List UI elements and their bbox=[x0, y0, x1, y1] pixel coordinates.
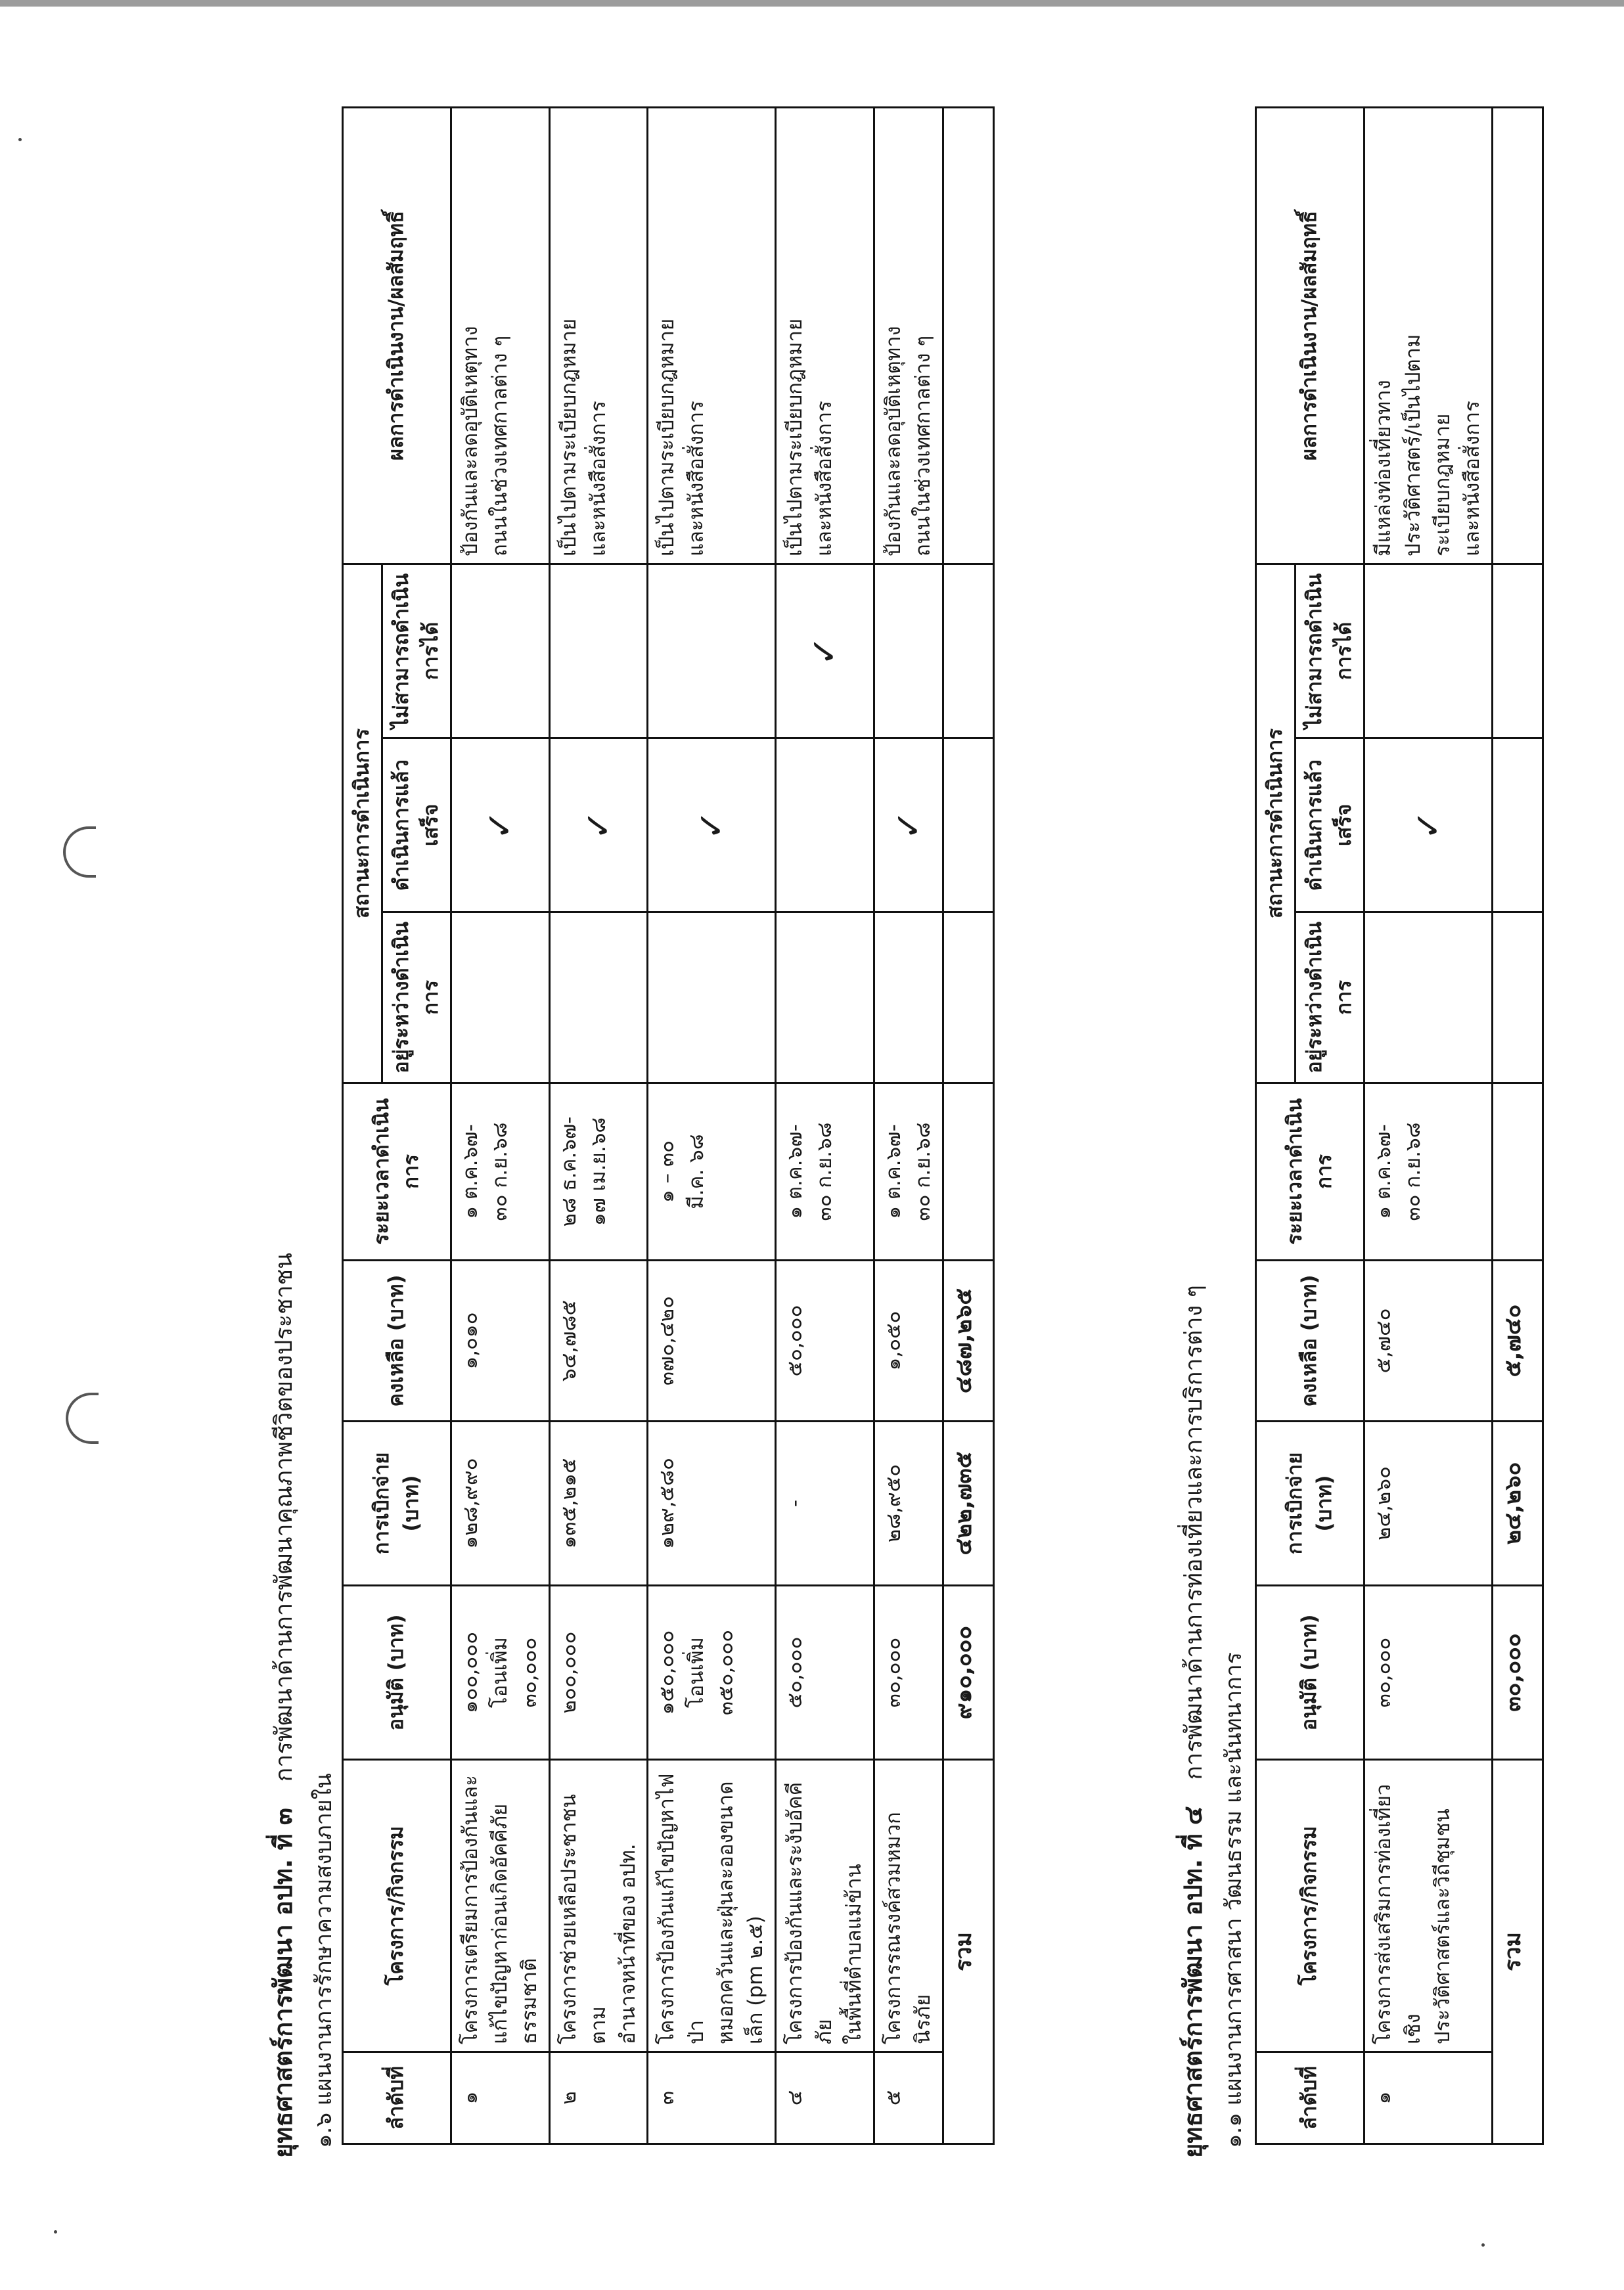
project-name-line: อำนาจหน้าที่ของ อปท. bbox=[616, 1843, 640, 2044]
approved-amount-line: ๒๐๐,๐๐๐ bbox=[556, 1631, 581, 1714]
header-status: สถานะการดำเนินการ bbox=[343, 564, 382, 1083]
project-name-line: เล็ก (pm ๒.๕) bbox=[744, 1916, 768, 2044]
header-approved: อนุมัติ (บาท) bbox=[343, 1586, 451, 1760]
status-in-progress bbox=[451, 912, 549, 1083]
period-line: ๓๐ ก.ย.๖๘ bbox=[911, 1122, 935, 1221]
result-text-line: มีแหล่งท่องเที่ยวทาง bbox=[1371, 380, 1395, 556]
scan-speck bbox=[18, 138, 22, 141]
project-name bbox=[549, 1760, 648, 2052]
result-text bbox=[549, 107, 648, 564]
result-text-line: เป็นไปตามระเบียบกฎหมาย bbox=[655, 318, 679, 556]
result-text bbox=[776, 107, 874, 564]
status-completed: ✓ bbox=[874, 738, 943, 912]
approved-amount-line: ๑๐๐,๐๐๐ bbox=[458, 1631, 482, 1714]
strategy4-heading bbox=[1173, 1285, 1213, 2158]
result-text-line: ถนนในช่วงเทศกาลต่าง ๆ bbox=[487, 335, 512, 556]
strategy3-heading bbox=[263, 1253, 303, 2158]
period bbox=[549, 1083, 648, 1261]
status-not-done bbox=[549, 564, 648, 738]
approved-amount bbox=[451, 1586, 549, 1760]
period-line: ๑ – ๓๐ bbox=[655, 1140, 679, 1203]
period-line: ๑ ต.ค.๖๗- bbox=[783, 1124, 807, 1219]
scan-speck bbox=[54, 2230, 57, 2234]
approved-amount-line: ๑๕๐,๐๐๐ bbox=[655, 1630, 679, 1715]
status-in-progress bbox=[874, 912, 943, 1083]
strategy4-total-row bbox=[1492, 107, 1543, 2144]
project-name-line: ในพื้นที่ตำบลแม่ข้าน bbox=[842, 1864, 867, 2044]
approved-amount bbox=[648, 1586, 776, 1760]
rotated-page bbox=[125, 20, 1603, 2188]
project-name bbox=[451, 1760, 549, 2052]
project-name-line: โครงการเตรียมการป้องกันและ bbox=[458, 1775, 482, 2044]
project-name-line: โครงการรณรงค์สวมหมวกนิรภัย bbox=[882, 1812, 935, 2044]
period-line: ๓๐ ก.ย.๖๘ bbox=[487, 1122, 512, 1221]
scan-speck bbox=[1481, 2243, 1485, 2247]
remaining-amount: ๑,๐๕๐ bbox=[874, 1261, 943, 1422]
approved-amount-line: ๕๐,๐๐๐ bbox=[783, 1636, 807, 1709]
period bbox=[874, 1083, 943, 1261]
result-text-line: และหนังสือสั่งการ bbox=[1460, 401, 1484, 556]
header-completed: ดำเนินการแล้วเสร็จ bbox=[1295, 738, 1364, 912]
approved-amount-line: ๓๐,๐๐๐ bbox=[1371, 1637, 1395, 1708]
status-completed: ✓ bbox=[648, 738, 776, 912]
result-text-line: ป้องกันและลดอุบัติเหตุทาง bbox=[882, 326, 905, 556]
project-name bbox=[776, 1760, 874, 2052]
status-in-progress bbox=[549, 912, 648, 1083]
header-no: ลำดับที่ bbox=[343, 2052, 451, 2144]
result-text-line: และหนังสือสั่งการ bbox=[586, 401, 610, 556]
total-approved: ๙๑๐,๐๐๐ bbox=[943, 1586, 993, 1760]
project-name-line: แก้ไขปัญหาก่อนเกิดอัคคีภัยธรรมชาติ bbox=[487, 1803, 541, 2044]
remaining-amount: ๖๔,๗๘๕ bbox=[549, 1261, 648, 1422]
strategy3-title: ยุทธศาสตร์การพัฒนา อปท. ที่ ๓ bbox=[269, 1808, 298, 2158]
strategy4-subtitle: การพัฒนาด้านการท่องเที่ยวและการบริการต่าง ๆ bbox=[1181, 1284, 1207, 1780]
approved-amount bbox=[549, 1586, 648, 1760]
period bbox=[776, 1083, 874, 1261]
table-row bbox=[549, 107, 648, 2144]
status-not-done bbox=[1364, 564, 1492, 738]
total-remaining: ๕,๗๔๐ bbox=[1492, 1261, 1543, 1422]
total-label: รวม bbox=[1492, 1760, 1543, 2144]
header-not-done: ไม่สามารถดำเนินการได้ bbox=[1295, 564, 1364, 738]
result-text-line: เป็นไปตามระเบียบกฎหมาย bbox=[783, 318, 807, 556]
status-not-done: ✓ bbox=[776, 564, 874, 738]
row-number: ๕ bbox=[874, 2052, 943, 2144]
strategy3-plan: ๑.๖ แผนงานการรักษาความสงบภายใน bbox=[311, 1773, 337, 2148]
total-disbursed: ๒๔,๒๖๐ bbox=[1492, 1422, 1543, 1586]
period-line: ๑ ต.ค.๖๗- bbox=[1371, 1124, 1395, 1219]
status-in-progress bbox=[1364, 912, 1492, 1083]
status-not-done bbox=[451, 564, 549, 738]
table-row bbox=[874, 107, 943, 2144]
disbursed-amount: ๒๘,๙๕๐ bbox=[874, 1422, 943, 1586]
disbursed-amount: ๑๓๕,๒๑๕ bbox=[549, 1422, 648, 1586]
result-text bbox=[648, 107, 776, 564]
result-text-line: เป็นไปตามระเบียบกฎหมาย bbox=[556, 318, 581, 556]
result-text-line: ป้องกันและลดอุบัติเหตุทาง bbox=[458, 326, 482, 556]
table-row bbox=[451, 107, 549, 2144]
period-line: ๑ ต.ค.๖๗- bbox=[458, 1124, 482, 1219]
status-completed: ✓ bbox=[1364, 738, 1492, 912]
header-disbursed: การเบิกจ่าย (บาท) bbox=[1256, 1422, 1365, 1586]
result-text bbox=[874, 107, 943, 564]
project-name bbox=[648, 1760, 776, 2052]
approved-amount bbox=[776, 1586, 874, 1760]
row-number: ๔ bbox=[776, 2052, 874, 2144]
status-in-progress bbox=[648, 912, 776, 1083]
period-line: มี.ค. ๖๘ bbox=[685, 1134, 709, 1209]
row-number: ๑ bbox=[451, 2052, 549, 2144]
header-period: ระยะเวลาดำเนินการ bbox=[343, 1083, 451, 1261]
header-period: ระยะเวลาดำเนินการ bbox=[1256, 1083, 1365, 1261]
header-no: ลำดับที่ bbox=[1256, 2052, 1365, 2144]
strategy3-subtitle: การพัฒนาด้านการพัฒนาคุณภาพชีวิตของประชาชน bbox=[271, 1253, 298, 1782]
result-text bbox=[451, 107, 549, 564]
header-remaining: คงเหลือ (บาท) bbox=[343, 1261, 451, 1422]
result-text-line: และหนังสือสั่งการ bbox=[813, 401, 837, 556]
punch-hole-upper bbox=[63, 826, 96, 878]
header-completed: ดำเนินการแล้วเสร็จ bbox=[382, 738, 451, 912]
result-text-line: และหนังสือสั่งการ bbox=[685, 401, 709, 556]
total-remaining: ๔๘๗,๒๖๕ bbox=[943, 1261, 993, 1422]
remaining-amount: ๑,๐๑๐ bbox=[451, 1261, 549, 1422]
header-remaining: คงเหลือ (บาท) bbox=[1256, 1261, 1365, 1422]
table-row bbox=[1364, 107, 1492, 2144]
disbursed-amount: - bbox=[776, 1422, 874, 1586]
approved-amount bbox=[874, 1586, 943, 1760]
header-status: สถานะการดำเนินการ bbox=[1256, 564, 1296, 1083]
period-line: ๓๐ ก.ย.๖๘ bbox=[813, 1122, 837, 1221]
status-completed bbox=[776, 738, 874, 912]
period bbox=[648, 1083, 776, 1261]
period bbox=[451, 1083, 549, 1261]
total-disbursed: ๔๒๒,๗๓๕ bbox=[943, 1422, 993, 1586]
period-line: ๓๐ ก.ย.๖๘ bbox=[1401, 1122, 1425, 1221]
strategy3-table bbox=[342, 106, 995, 2145]
approved-amount-line: โอนเพิ่ม bbox=[487, 1637, 512, 1708]
header-project: โครงการ/กิจกรรม bbox=[343, 1760, 451, 2052]
strategy4-table bbox=[1255, 106, 1544, 2145]
period-line: ๑ ต.ค.๖๗- bbox=[882, 1124, 905, 1219]
total-label: รวม bbox=[943, 1760, 993, 2144]
remaining-amount: ๕๐,๐๐๐ bbox=[776, 1261, 874, 1422]
approved-amount bbox=[1364, 1586, 1492, 1760]
project-name-line: โครงการป้องกันและระงับอัคคีภัย bbox=[783, 1782, 837, 2044]
header-result: ผลการดำเนินงาน/ผลสัมฤทธิ์ bbox=[1256, 107, 1365, 564]
disbursed-amount: ๒๔,๒๖๐ bbox=[1364, 1422, 1492, 1586]
strategy4-plan: ๑.๑ แผนงานการศาสนา วัฒนธรรม และนันทนาการ bbox=[1221, 1651, 1247, 2148]
strategy4-title: ยุทธศาสตร์การพัฒนา อปท. ที่ ๔ bbox=[1179, 1806, 1207, 2158]
table-row bbox=[776, 107, 874, 2144]
project-name-line: โครงการช่วยเหลือประชาชนตาม bbox=[556, 1794, 610, 2044]
status-completed: ✓ bbox=[451, 738, 549, 912]
remaining-amount: ๓๗๐,๔๒๐ bbox=[648, 1261, 776, 1422]
period-line: ๑๗ เม.ย.๖๘ bbox=[586, 1117, 610, 1226]
project-name-line: โครงการป้องกันแก้ไขปัญหาไฟป่า bbox=[655, 1773, 709, 2044]
remaining-amount: ๕,๗๔๐ bbox=[1364, 1261, 1492, 1422]
result-text-line: ระเบียบกฎหมาย bbox=[1430, 413, 1455, 556]
row-number: ๒ bbox=[549, 2052, 648, 2144]
project-name-line: หมอกควันและฝุ่นละอองขนาด bbox=[714, 1781, 738, 2044]
total-approved: ๓๐,๐๐๐ bbox=[1492, 1586, 1543, 1760]
approved-amount-line: ๓๐,๐๐๐ bbox=[517, 1637, 541, 1708]
header-approved: อนุมัติ (บาท) bbox=[1256, 1586, 1365, 1760]
disbursed-amount: ๑๒๙,๕๘๐ bbox=[648, 1422, 776, 1586]
status-completed: ✓ bbox=[549, 738, 648, 912]
result-text-line: ถนนในช่วงเทศกาลต่าง ๆ bbox=[911, 335, 935, 556]
strategy3-total-row bbox=[943, 107, 993, 2144]
header-project: โครงการ/กิจกรรม bbox=[1256, 1760, 1365, 2052]
result-text bbox=[1364, 107, 1492, 564]
row-number: ๑ bbox=[1364, 2052, 1492, 2144]
period-line: ๒๘ ธ.ค.๖๗- bbox=[556, 1116, 581, 1227]
approved-amount-line: ๓๐,๐๐๐ bbox=[882, 1637, 905, 1708]
project-name bbox=[874, 1760, 943, 2052]
table-row bbox=[648, 107, 776, 2144]
header-in-progress: อยู่ระหว่างดำเนินการ bbox=[1295, 912, 1364, 1083]
status-in-progress bbox=[776, 912, 874, 1083]
approved-amount-line: ๓๕๐,๐๐๐ bbox=[714, 1629, 738, 1716]
approved-amount-line: โอนเพิ่ม bbox=[685, 1637, 709, 1708]
header-result: ผลการดำเนินงาน/ผลสัมฤทธิ์ bbox=[343, 107, 451, 564]
disbursed-amount: ๑๒๘,๙๙๐ bbox=[451, 1422, 549, 1586]
scan-edge bbox=[0, 0, 1624, 7]
header-not-done: ไม่สามารถดำเนินการได้ bbox=[382, 564, 451, 738]
status-not-done bbox=[648, 564, 776, 738]
period bbox=[1364, 1083, 1492, 1261]
project-name bbox=[1364, 1760, 1492, 2052]
project-name-line: ประวัติศาสตร์และวิถีชุมชน bbox=[1430, 1808, 1455, 2044]
punch-hole-lower bbox=[66, 1393, 99, 1444]
header-disbursed: การเบิกจ่าย (บาท) bbox=[343, 1422, 451, 1586]
row-number: ๓ bbox=[648, 2052, 776, 2144]
header-in-progress: อยู่ระหว่างดำเนินการ bbox=[382, 912, 451, 1083]
status-not-done bbox=[874, 564, 943, 738]
project-name-line: โครงการส่งเสริมการท่องเที่ยวเชิง bbox=[1371, 1784, 1425, 2044]
result-text-line: ประวัติศาสตร์/เป็นไปตาม bbox=[1401, 334, 1425, 556]
